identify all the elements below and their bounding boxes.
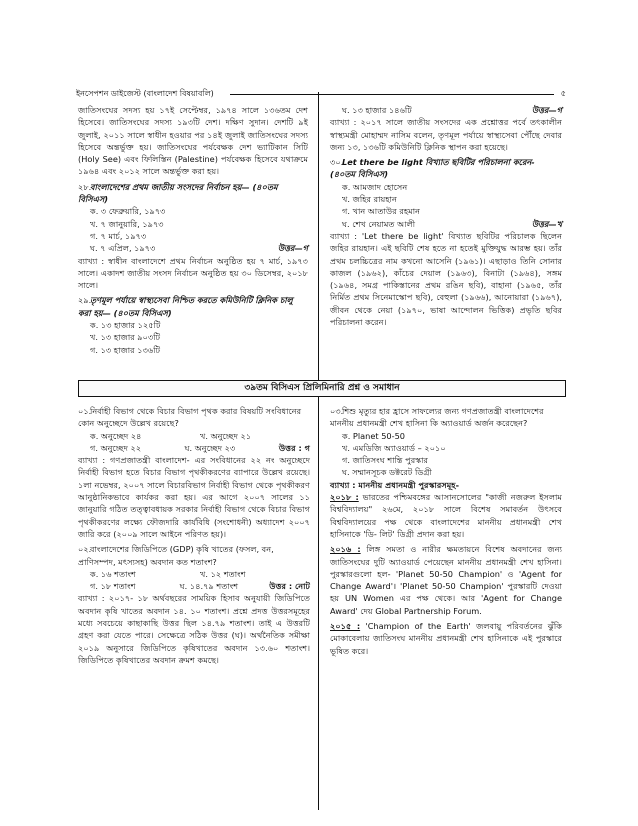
option-c: গ. ১৩ হাজার ১৩৬টি (90, 344, 161, 355)
header-rule (230, 94, 554, 95)
option-b: খ. ১৩ হাজার ৯০৩টি (90, 332, 161, 343)
question-30 (330, 156, 562, 328)
option-a: ক. আমজাদ হোসেন (342, 181, 408, 192)
options-row-2 (78, 580, 310, 592)
q29-option-d-row (330, 104, 562, 116)
question-text: বাংলাদেশের জিডিপিতে (GDP) কৃষি খাতের (ফসল, বন, প্রাণিসম্পদ, মৎস্যসহ) অবদান কত শতাংশ? (78, 544, 274, 567)
award-2015 (330, 620, 562, 657)
section-title: ৩৯তম বিসিএস প্রিলিমিনারি প্রশ্ন ও সমাধান (78, 380, 566, 397)
explanation: ব্যাখ্যা : 'Let there be light' বিখ্যাত ছবিটির পরিচালক ছিলেন জহির রায়হান। এই ছবিটি শেষ হতে না হতেই মুক্তিযুদ্ধ আরম্ভ হয়। তাঁর প্রথম চলচ্চিত্রের নাম কখনো আসেনি (১৯৬১)। এছাড়াও তিনি সোনার কাজল (১৯৬২), কাঁচের দেয়াল (১৯৬৩), বিনাটা (১৯৬৪), সঙ্গম (১৯৬৪, সমগ্র পাকিস্তানের প্রথম রঙিন ছবি), বাহানা (১৯৬৫, তাঁর নির্মিত প্রথম সিনেমাস্কোপ ছবি), বেহুলা (১৯৬৬), আনোয়ারা (১৯৬৭), জীবন থেকে নেয়া (১৯৭০, ভাষা আন্দোলন ভিত্তিক) প্রভৃতি ছবির পরিচালনা করেন। (330, 230, 562, 328)
explanation: ব্যাখ্যা : স্বাধীন বাংলাদেশে প্রথম নির্বাচন অনুষ্ঠিত হয় ৭ মার্চ, ১৯৭৩ সালে। একাদশ জাতীয় সংসদ নির্বাচন অনুষ্ঠিত হয় ৩০ ডিসেম্বর, ২০১৮ সালে। (78, 255, 308, 291)
question-text: তৃণমূল পর্যায়ে স্বাস্থ্যসেবা নিশ্চিত করতে কমিউনিটি ক্লিনিক চালু করা হয়— (৪০তম বিসিএস) (78, 295, 293, 318)
question-number: ০১. (78, 406, 92, 416)
option-d: ঘ. ১৪.৭৯ শতাংশ (179, 581, 239, 592)
right-top-column (330, 104, 562, 374)
year-tag: ২০১৫ : (330, 621, 361, 632)
option-d-row (330, 218, 562, 230)
option-a: ক. অনুচ্ছেদ ২৪ (90, 430, 142, 441)
question-01 (78, 405, 310, 540)
question-text: বিখ্যাত ছবিটির পরিচালনা করেন- (৪০তম বিসিএস) (330, 157, 535, 180)
option-b: খ. জহির রায়হান (342, 194, 397, 205)
option-d: ঘ. অনুচ্ছেদ ২৩ (184, 442, 236, 453)
answer: উত্তর—গ (277, 243, 308, 254)
question-text: বাংলাদেশের প্রথম জাতীয় সংসদের নির্বাচন হয়— (৪০তম বিসিএস) (78, 181, 278, 205)
column-divider (318, 92, 319, 810)
option-c: গ. ১৮ শতাংশ (90, 581, 136, 592)
year-tag: ২০১৮ : (330, 492, 359, 503)
left-bottom-column (78, 402, 310, 807)
page-number: ৫ (560, 89, 566, 98)
answer: উত্তর : গ (278, 442, 310, 453)
option-c: গ. ৭ মার্চ, ১৯৭৩ (90, 230, 147, 241)
option-a: ক. ১৩ হাজার ১২৫টি (90, 320, 161, 331)
page-header (76, 88, 572, 100)
question-29 (78, 294, 308, 355)
question-number: ০৩. (330, 406, 344, 416)
question-number: ২৮. (78, 181, 92, 192)
question-number: ২৯. (78, 295, 92, 306)
option-d: ঘ. ৭ এপ্রিল, ১৯৭৩ (90, 243, 156, 254)
continued-explanation: জাতিসংঘের সদস্য হয় ১৭ই সেপ্টেম্বর, ১৯৭৪ সালে ১৩৬তম দেশ হিসেবে। জাতিসংঘের সদস্য ১৯৩টি দেশ। দক্ষিণ সুদান। দেশটি ৯ই জুলাই, ২০১১ সালে স্বাধীন হওয়ার পর ১৪ই জুলাই জাতিসংঘের সদস্য হিসেবে অন্তর্ভুক্ত হয়। জাতিসংঘের পর্যবেক্ষক দেশ ভ্যাটিকান সিটি (Holy See) এবং ফিলিস্তিন (Palestine) পর্যবেক্ষক হিসেবে যথাক্রমে ১৯৬৪ এবং ২০১২ সালে অন্তর্ভুক্ত করা হয়। (78, 105, 308, 177)
question-03 (330, 405, 562, 657)
option-d: ঘ. ১৩ হাজার ১৪৬টি (342, 105, 412, 115)
question-02 (78, 543, 310, 666)
answer: উত্তর—গ (531, 105, 562, 115)
award-2018 (330, 491, 562, 540)
award-2016 (330, 543, 562, 617)
year-tag: ২০১৬ : (330, 544, 361, 555)
award-text: ভারতের পশ্চিমবঙ্গের আসানসোলের "কাজী নজরুল ইসলাম বিশ্ববিদ্যালয়" ২৬মে, ২০১৮ সালে বিশেষ সমাবর্তন উৎসবে বিশ্ববিদ্যালয়ের পক্ষ থেকে বাংলাদেশের মাননীয় প্রধানমন্ত্রী শেখ হাসিনাকে 'ডি- লিট' ডিগ্রী প্রদান করা হয়। (330, 492, 562, 539)
options-row-1 (78, 568, 310, 580)
explanation-intro: ব্যাখ্যা : মাননীয় প্রধানমন্ত্রী পুরস্কারসমূহ- (330, 479, 459, 490)
question-text: শিশু মৃত্যুর হার হ্রাসে সাফল্যের জন্য গণপ্রজাতন্ত্রী বাংলাদেশের মাননীয় প্রধানমন্ত্রী শেখ হাসিনা কি অ্যাওয়ার্ড অর্জন করেছেন? (330, 406, 544, 429)
option-d: ঘ. শেখ নেয়ামত আলী (342, 218, 416, 229)
option-a: ক. ১৬ শতাংশ (90, 568, 136, 579)
q29-explanation: ব্যাখ্যা : ২০১৭ সালে জাতীয় সংসদের এক প্রশ্নোত্তর পর্বে তৎকালীন স্বাস্থ্যমন্ত্রী মোহাম্মদ নাসিম বলেন, তৃণমূল পর্যায়ে স্বাস্থ্যসেবা পৌঁছে দেবার জন্য ১৩, ১৩৬টি কমিউনিটি ক্লিনিক স্থাপন করা হয়েছে। (330, 117, 562, 152)
option-a: ক. Planet 50-50 (342, 430, 405, 441)
award-text: লিঙ্গ সমতা ও নারীর ক্ষমতায়নে বিশেষ অবদানের জন্য জাতিসংঘের দুটি অ্যাওয়ার্ড পেয়েছেন মাননীয় প্রধানমন্ত্রী শেখ হাসিনা। পুরস্কারগুলো হল- 'Planet 50-50 Champion' ও 'Agent for Change Award'। 'Planet 50-50 Champion' পুরস্কারটি দেওয়া হয় UN Women এর পক্ষ থেকে। আর 'Agent for Change Award' দেয় Global Partnership Forum. (330, 544, 562, 616)
question-number: ০২. (78, 544, 92, 555)
question-number: ৩০. (330, 157, 344, 168)
options-row-1 (78, 430, 310, 442)
left-top-column (78, 104, 308, 374)
option-a: ক. ৩ ফেব্রুয়ারি, ১৯৭৩ (90, 206, 166, 217)
option-c: গ. অনুচ্ছেদ ২২ (90, 442, 142, 453)
question-title-en: Let there be light (342, 157, 423, 168)
question-28 (78, 181, 308, 292)
explanation: ব্যাখ্যা : গণপ্রজাতন্ত্রী বাংলাদেশ- এর সংবিধানের ২২ নং অনুচ্ছেদে নির্বাহী বিভাগ হতে বিচার বিভাগ পৃথকীকরণের ব্যাপারে উল্লেখ রয়েছে। ১লা নভেম্বর, ২০০৭ সালে বিচারবিভাগ নির্বাহী বিভাগ থেকে পৃথকীকরণ আনুষ্ঠানিকভাবে কার্যকর করা হয়। এর আগে ২০০৭ সালের ১১ জানুয়ারি গঠিত তত্ত্বাবধায়ক সরকার নির্বাহী বিভাগ থেকে বিচার বিভাগ পৃথকীকরণের লক্ষ্যে ফৌজদারি কার্যবিধি (সংশোধনী) অধ্যাদেশ ২০০৭ জারি করে (২০০৯ সালে আইনে পরিণত হয়)। (78, 455, 310, 539)
option-d-row (78, 242, 308, 254)
option-b: খ. অনুচ্ছেদ ২১ (200, 430, 252, 441)
award-text: 'Champion of the Earth' জলবায়ু পরিবর্তনের ঝুঁকি মোকাবেলায় জাতিসংঘ মাননীয় প্রধানমন্ত্রী শেখ হাসিনাকে এই পুরস্কারে ভূষিত করে। (330, 621, 562, 656)
right-bottom-column (330, 402, 562, 807)
answer: উত্তর : নোট (269, 581, 311, 592)
option-b: খ. ১২ শতাংশ (200, 568, 246, 579)
option-c: গ. খান আতাউর রহমান (342, 206, 420, 217)
header-title: ইনসেপশন ডাইজেস্ট (বাংলাদেশ বিষয়াবলি) (76, 89, 214, 98)
answer: উত্তর—খ (531, 218, 562, 229)
option-b: খ. এমডিজি অ্যাওয়ার্ড – ২০১০ (342, 442, 446, 453)
question-text: নির্বাহী বিভাগ থেকে বিচার বিভাগ পৃথক করার বিষয়টি সংবিধানের কোন অনুচ্ছেদে উল্লেখ রয়েছে? (78, 406, 302, 429)
options-row-2 (78, 442, 310, 454)
option-d: ঘ. সম্মানসূচক ডক্টরেট ডিগ্রী (342, 467, 432, 478)
option-c: গ. জাতিসংঘ শান্তি পুরস্কার (342, 455, 428, 466)
option-b: খ. ৭ জানুয়ারি, ১৯৭৩ (90, 218, 164, 229)
explanation: ব্যাখ্যা : ২০১৭- ১৮ অর্থবছরের সাময়িক হিসাব অনুযায়ী জিডিপিতে অবদান কৃষি খাতের অবদান ১৪. ১০ শতাংশ। প্রশ্নে প্রদত্ত উত্তরসমূহের মধ্যে সবচেয়ে কাছাকাছি উত্তর ছিল ১৪.৭৯ শতাংশ। তাই এ উত্তরটি গ্রহণ করা যেতে পারে। সেক্ষেত্রে সঠিক উত্তর (ঘ)। অর্থনৈতিক সমীক্ষা ২০১৯ অনুসারে জিডিপিতে কৃষিখাতের অবদান ১৩.৬০ শতাংশ। জিডিপিতে কৃষিখাতের অবদান ক্রমশ কমছে। (78, 593, 310, 665)
